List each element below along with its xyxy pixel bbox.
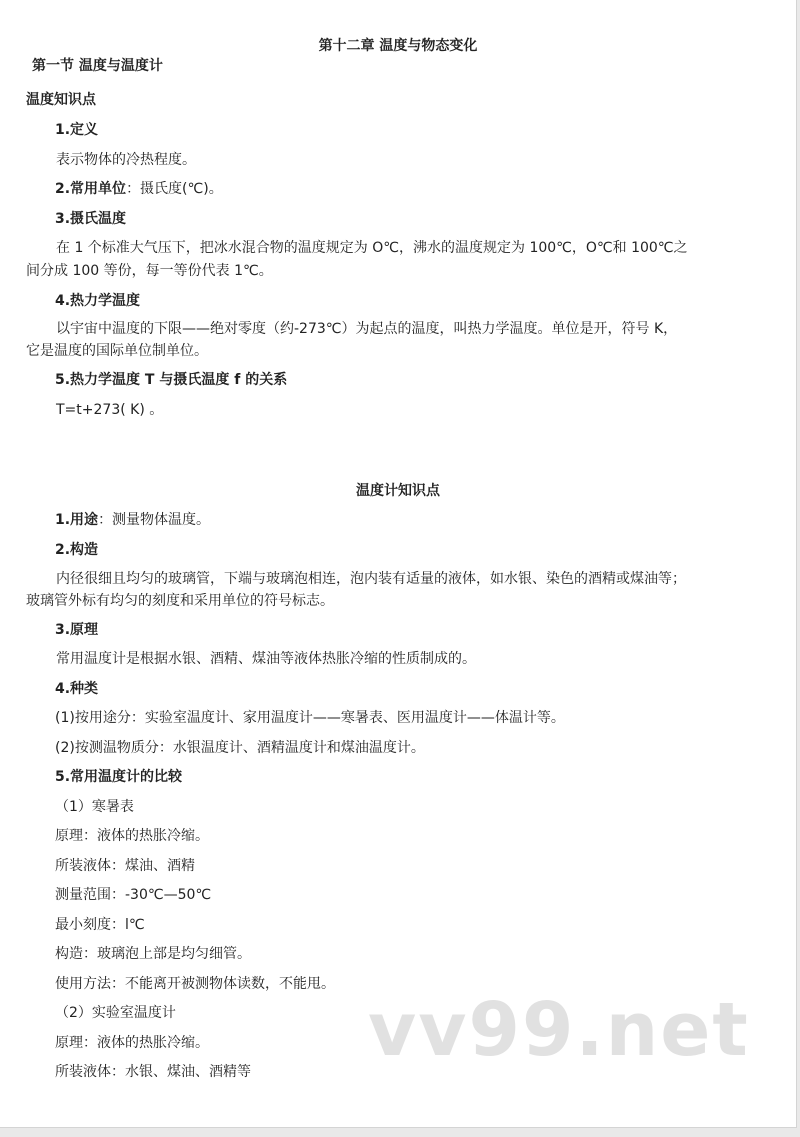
principle-heading: 3.原理 (55, 622, 99, 638)
item2-principle: 原理：液体的热胀冷缩。 (55, 1035, 209, 1051)
item1-usage: 使用方法：不能离开被测物体读数，不能甩。 (55, 976, 335, 992)
item1-range: 测量范围：-30℃—50℃ (55, 887, 212, 903)
structure-text-line2: 玻璃管外标有均匀的刻度和采用单位的符号标志。 (26, 593, 334, 609)
section-title: 第一节 温度与温度计 (32, 58, 163, 74)
types-line1: (1)按用途分：实验室温度计、家用温度计——寒暑表、医用温度计——体温计等。 (55, 710, 565, 726)
item1-title: （1）寒暑表 (55, 799, 134, 815)
types-line2: (2)按测温物质分：水银温度计、酒精温度计和煤油温度计。 (55, 740, 425, 756)
unit-line (55, 180, 223, 198)
item1-structure: 构造：玻璃泡上部是均匀细管。 (55, 946, 251, 962)
principle-text: 常用温度计是根据水银、酒精、煤油等液体热胀冷缩的性质制成的。 (56, 651, 476, 667)
celsius-heading: 3.摄氏温度 (55, 211, 127, 227)
temperature-knowledge-heading: 温度知识点 (26, 92, 96, 108)
item2-title: （2）实验室温度计 (55, 1005, 176, 1021)
types-heading: 4.种类 (55, 681, 99, 697)
thermodynamic-heading: 4.热力学温度 (55, 293, 141, 309)
structure-text-line1: 内径很细且均匀的玻璃管，下端与玻璃泡相连，泡内装有适量的液体，如水银、染色的酒精或煤油等； (56, 571, 686, 587)
celsius-text-line1: 在 1 个标准大气压下，把冰水混合物的温度规定为 O℃，沸水的温度规定为 100℃，O℃和 100℃之 (56, 240, 688, 256)
unit-label: 2.常用单位 (55, 181, 127, 197)
structure-heading: 2.构造 (55, 542, 99, 558)
definition-heading: 1.定义 (55, 122, 99, 138)
relation-formula: T=t+273( K) 。 (56, 402, 164, 418)
comparison-heading: 5.常用温度计的比较 (55, 769, 183, 785)
item1-min-scale: 最小刻度：l℃ (55, 917, 145, 933)
watermark: vv99.net (368, 987, 750, 1073)
relation-heading: 5.热力学温度 T 与摄氏温度 f 的关系 (55, 372, 288, 388)
use-line (55, 511, 210, 529)
item2-liquid: 所装液体：水银、煤油、酒精等 (55, 1064, 251, 1080)
thermodynamic-text-line2: 它是温度的国际单位制单位。 (26, 343, 208, 359)
thermodynamic-text-line1: 以宇宙中温度的下限——绝对零度（约-273℃）为起点的温度，叫热力学温度。单位是开，符号 K， (56, 321, 678, 337)
use-text: ：测量物体温度。 (98, 512, 211, 528)
celsius-text-line2: 间分成 100 等份，每一等份代表 1℃。 (26, 263, 273, 279)
use-label: 1.用途 (55, 512, 99, 528)
thermometer-knowledge-heading: 温度计知识点 (356, 483, 440, 499)
item1-principle: 原理：液体的热胀冷缩。 (55, 828, 209, 844)
item1-liquid: 所装液体：煤油、酒精 (55, 858, 195, 874)
definition-text: 表示物体的冷热程度。 (56, 152, 196, 168)
chapter-title: 第十二章 温度与物态变化 (318, 38, 478, 54)
unit-text: ：摄氏度(℃)。 (126, 181, 223, 197)
